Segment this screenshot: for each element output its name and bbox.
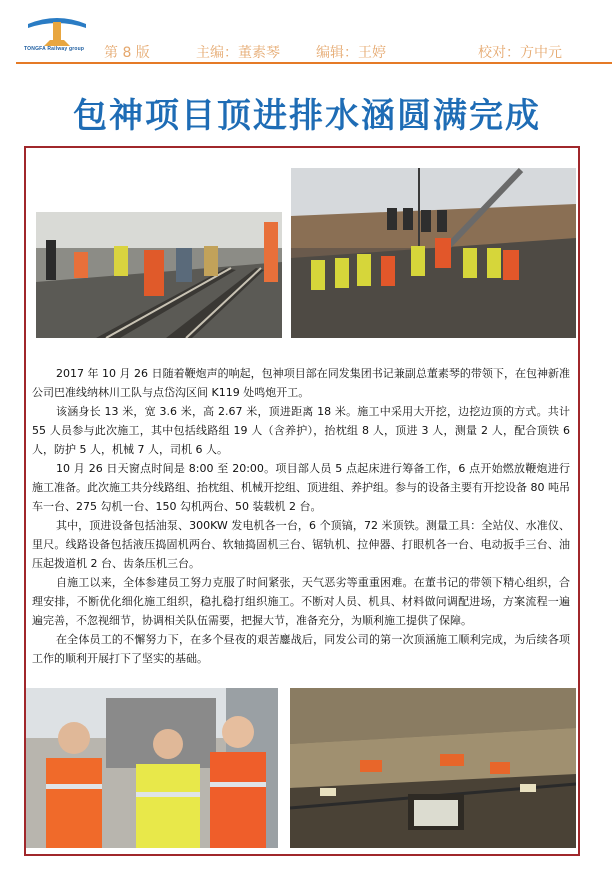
paragraph: 在全体员工的不懈努力下，在多个昼夜的艰苦鏖战后，同发公司的第一次顶涵施工顺利完成，为后续各项工作的顺利开展打下了坚实的基础。 [32, 633, 570, 665]
edition-label: 第 8 版 [104, 45, 150, 61]
photo-supervisors [26, 688, 278, 848]
paragraph: 2017 年 10 月 26 日随着鞭炮声的响起，包神项目部在同发集团书记兼副总董素琴的带领下，在包神新准公司巴准线纳林川工队与点岱沟区间 K119 处鸣炮开工。 [32, 367, 570, 399]
photo-construction-site [290, 688, 576, 848]
editor-label: 编辑：王婷 [316, 45, 386, 61]
proofreader-label: 校对：方中元 [478, 45, 562, 61]
editor-in-chief-label: 主编：董素琴 [196, 45, 280, 61]
photo-group-site [291, 168, 576, 338]
article-body [32, 364, 570, 668]
paragraph: 自施工以来，全体参建员工努力克服了时间紧张，天气恶劣等重重困难。在董书记的带领下精心组织，合理安排，不断优化细化施工组织，稳扎稳打组织施工。不断对人员、机具、材料做问调配进场，方案流程一遍遍完善，不忽视细节，协调相关队伍需要，把握大节，准备充分，为顺利施工提供了保障。 [32, 576, 570, 627]
photo-track-workers [36, 212, 282, 338]
page-header [0, 0, 614, 70]
logo-text: TONGFA Railway group [24, 46, 85, 52]
paragraph: 10 月 26 日天窗点时间是 8:00 至 20:00。项目部人员 5 点起床进行筹备工作，6 点开始燃放鞭炮进行施工准备。此次施工共分线路组、抬枕组、机械开挖组、顶进组、养护组。参与的设备主要有开挖设备 80 吨吊车一台、275 勾机一台、150 勾机两台、50 装载机 2 台。 [32, 462, 570, 513]
article-title: 包神项目顶进排水涵圆满完成 [73, 96, 541, 136]
paragraph: 其中，顶进设备包括油泵、300KW 发电机各一台，6 个顶镐，72 米顶铁。测量工具：全站仪、水准仪、里尺。线路设备包括液压捣固机两台、软轴捣固机三台、锯轨机、拉伸器、打眼机各一台、电动扳手三台、油压起拨道机 2 台、齿条压机三台。 [32, 519, 570, 570]
header-divider [16, 62, 612, 64]
paragraph: 该涵身长 13 米，宽 3.6 米，高 2.67 米，顶进距离 18 米。施工中采用大开挖，边挖边顶的方式。共计 55 人员参与此次施工，其中包括线路组 19 人（含养护），抬枕组 8 人，顶进 3 人，测量 2 人，配合顶铁 6 人，防护 5 人，机械 7 人，司机 6 人。 [32, 405, 570, 456]
